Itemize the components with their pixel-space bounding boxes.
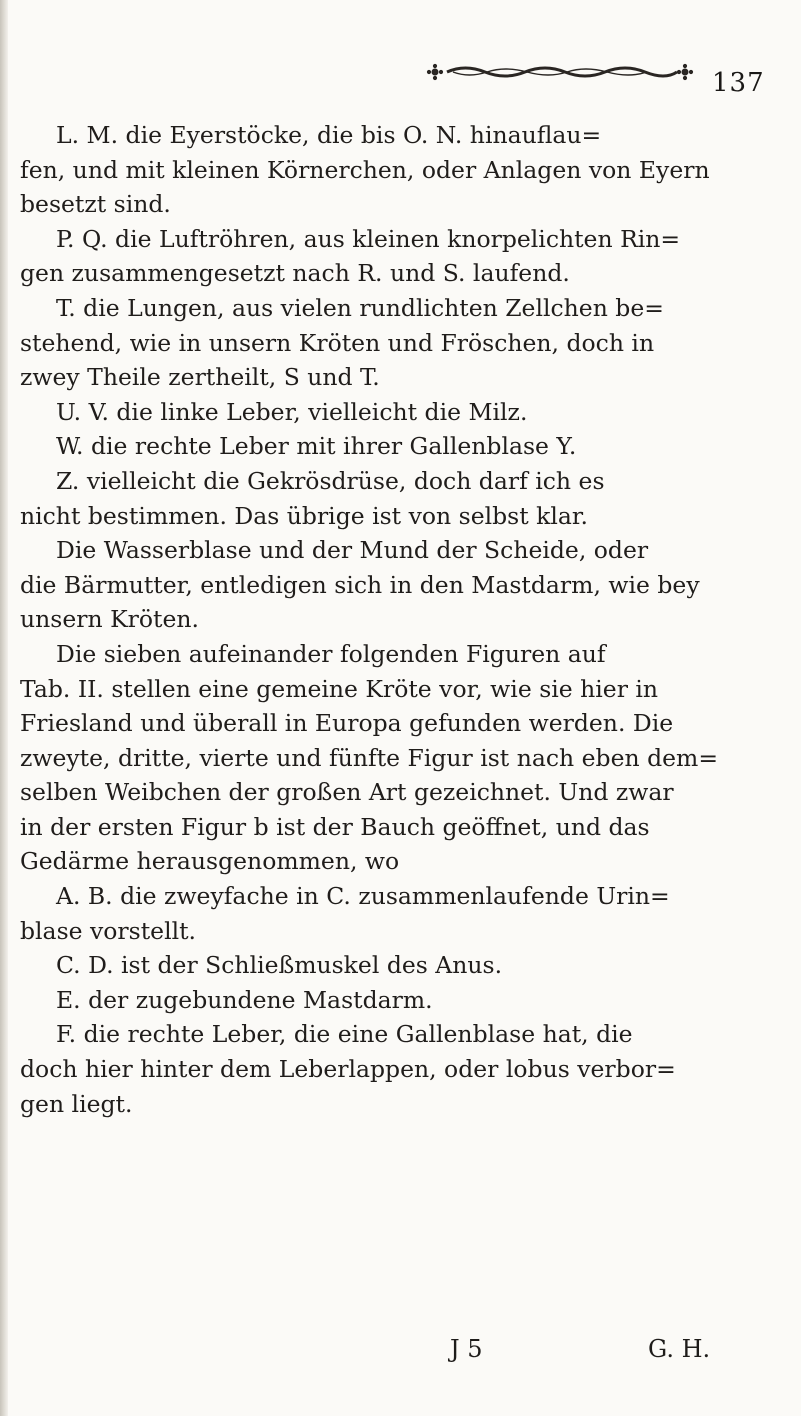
text-line: P. Q. die Luftröhren, aus kleinen knorpelichten Rin= <box>56 224 681 253</box>
text-line: Gedärme herausgenommen, wo <box>20 847 400 876</box>
text-line: Z. vielleicht die Gekrösdrüse, doch darf ich es <box>56 466 605 495</box>
text-line: in der ersten Figur b ist der Bauch geöffnet, und das <box>20 812 650 841</box>
text-line: Die sieben aufeinander folgenden Figuren auf <box>56 639 606 668</box>
text-line: fen, und mit kleinen Körnerchen, oder Anlagen von Eyern <box>20 155 710 184</box>
text-line: die Bärmutter, entledigen sich in den Mastdarm, wie bey <box>20 570 700 599</box>
text-line: gen zusammengesetzt nach R. und S. laufend. <box>20 259 570 288</box>
signature-mark: J 5 <box>450 1335 483 1363</box>
text-line: F. die rechte Leber, die eine Gallenblase hat, die <box>56 1020 633 1049</box>
text-line: E. der zugebundene Mastdarm. <box>56 985 433 1014</box>
text-line: doch hier hinter dem Leberlappen, oder lobus verbor= <box>20 1055 676 1084</box>
text-line: W. die rechte Leber mit ihrer Gallenblase Y. <box>56 432 577 461</box>
text-line: A. B. die zweyfache in C. zusammenlaufende Urin= <box>56 882 670 911</box>
text-line: nicht bestimmen. Das übrige ist von selbst klar. <box>20 501 589 530</box>
text-line: Tab. II. stellen eine gemeine Kröte vor, wie sie hier in <box>20 674 659 703</box>
text-line: besetzt sind. <box>20 190 171 219</box>
text-line: Die Wasserblase und der Mund der Scheide, oder <box>56 536 649 565</box>
text-line: zweyte, dritte, vierte und fünfte Figur ist nach eben dem= <box>20 743 719 772</box>
body-text <box>20 118 780 1121</box>
text-line: L. M. die Eyerstöcke, die bis O. N. hinauflau= <box>56 121 602 149</box>
text-line: stehend, wie in unsern Kröten und Fröschen, doch in <box>20 328 655 357</box>
page-number: 137 <box>712 68 765 98</box>
text-line: T. die Lungen, aus vielen rundlichten Zellchen be= <box>56 293 664 322</box>
header-ornament-icon <box>425 60 695 84</box>
text-line: C. D. ist der Schließmuskel des Anus. <box>56 951 503 980</box>
text-line: gen liegt. <box>20 1089 133 1118</box>
page-spine-shadow <box>0 0 8 1416</box>
text-line: blase vorstellt. <box>20 916 197 945</box>
text-line: unsern Kröten. <box>20 605 199 634</box>
text-line: selben Weibchen der großen Art gezeichnet. Und zwar <box>20 778 674 807</box>
text-line: U. V. die linke Leber, vielleicht die Milz. <box>56 397 528 426</box>
text-line: zwey Theile zertheilt, S und T. <box>20 363 380 392</box>
text-line: Friesland und überall in Europa gefunden werden. Die <box>20 709 674 738</box>
catchword: G. H. <box>648 1335 711 1363</box>
page-footer <box>0 1332 801 1366</box>
